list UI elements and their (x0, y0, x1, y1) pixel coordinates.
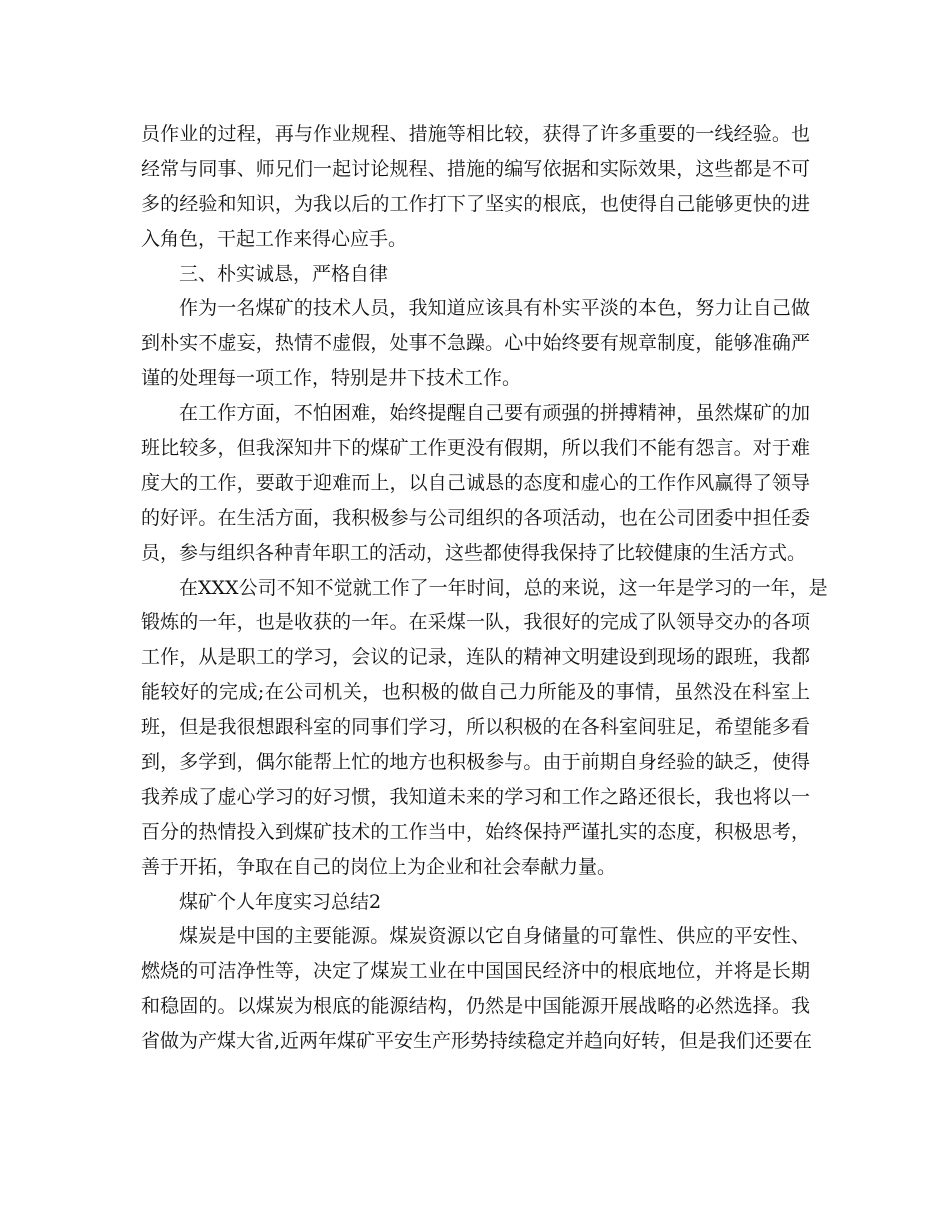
text-line: 的好评。在生活方面，我积极参与公司组织的各项活动，也在公司团委中担任委 (141, 506, 810, 529)
paragraph-year-summary (141, 571, 828, 885)
text-line: 百分的热情投入到煤矿技术的工作当中，始终保持严谨扎实的态度，积极思考， (141, 820, 810, 843)
paragraph-work-experience (141, 117, 810, 257)
text-line: 员作业的过程，再与作业规程、措施等相比较，获得了许多重要的一线经验。也 (141, 123, 810, 145)
text-line: 入角色，干起工作来得心应手。 (141, 227, 408, 250)
text-line: 谨的处理每一项工作，特别是井下技术工作。 (141, 367, 522, 390)
text-line: 燃烧的可洁净性等，决定了煤炭工业在中国国民经济中的根底地位，并将是长期 (141, 960, 810, 983)
text-line: 在工作方面，不怕困难，始终提醒自己要有顽强的拼搏精神，虽然煤矿的加 (179, 402, 810, 425)
text-line: 作为一名煤矿的技术人员，我知道应该具有朴实平淡的本色，努力让自己做 (179, 297, 810, 320)
text-line: 经常与同事、师兄们一起讨论规程、措施的编写依据和实际效果，这些都是不可 (141, 157, 810, 180)
text-line: 多的经验和知识，为我以后的工作打下了坚实的根底，也使得自己能够更快的进 (141, 192, 810, 215)
text-line: 员，参与组织各种青年职工的活动，这些都使得我保持了比较健康的生活方式。 (141, 541, 807, 564)
text-line: 工作，从是职工的学习，会议的记录，连队的精神文明建设到现场的跟班，我都 (141, 646, 810, 669)
paragraph-work-and-life (141, 396, 810, 570)
text-line: 能较好的完成;在公司机关，也积极的做自己力所能及的事情，虽然没在科室上 (141, 681, 810, 704)
title-line: 煤矿个人年度实习总结2 (179, 890, 382, 913)
text-line: 锻炼的一年，也是收获的一年。在采煤一队，我很好的完成了队领导交办的各项 (141, 611, 810, 634)
text-line: 班，但是我很想跟科室的同事们学习，所以积极的在各科室间驻足，希望能多看 (141, 716, 810, 739)
text-line: 煤炭是中国的主要能源。煤炭资源以它自身储量的可靠性、供应的平安性、 (179, 925, 810, 948)
text-line: 善于开拓，争取在自己的岗位上为企业和社会奉献力量。 (141, 855, 617, 878)
text-line: 到朴实不虚妄，热情不虚假，处事不急躁。心中始终要有规章制度，能够准确严 (141, 332, 810, 355)
document-title-summary-2 (141, 885, 810, 920)
heading-line: 三、朴实诚恳，严格自律 (179, 262, 389, 285)
text-line: 到，多学到，偶尔能帮上忙的地方也积极参与。由于前期自身经验的缺乏，使得 (141, 751, 810, 774)
paragraph-technician-character (141, 291, 810, 396)
text-line: 省做为产煤大省,近两年煤矿平安生产形势持续稳定并趋向好转，但是我们还要在 (141, 1030, 813, 1053)
text-line: 度大的工作，要敢于迎难而上，以自己诚恳的态度和虚心的工作作风赢得了领导 (141, 471, 810, 494)
text-line: 在XXX公司不知不觉就工作了一年时间，总的来说，这一年是学习的一年，是 (179, 576, 828, 599)
text-line: 和稳固的。以煤炭为根底的能源结构，仍然是中国能源开展战略的必然选择。我 (141, 995, 810, 1018)
text-line: 班比较多，但我深知井下的煤矿工作更没有假期，所以我们不能有怨言。对于难 (141, 437, 810, 460)
section-heading-honesty-discipline (141, 257, 810, 292)
text-line: 我养成了虚心学习的好习惯，我知道未来的学习和工作之路还很长，我也将以一 (141, 785, 810, 808)
paragraph-coal-energy (141, 919, 813, 1059)
